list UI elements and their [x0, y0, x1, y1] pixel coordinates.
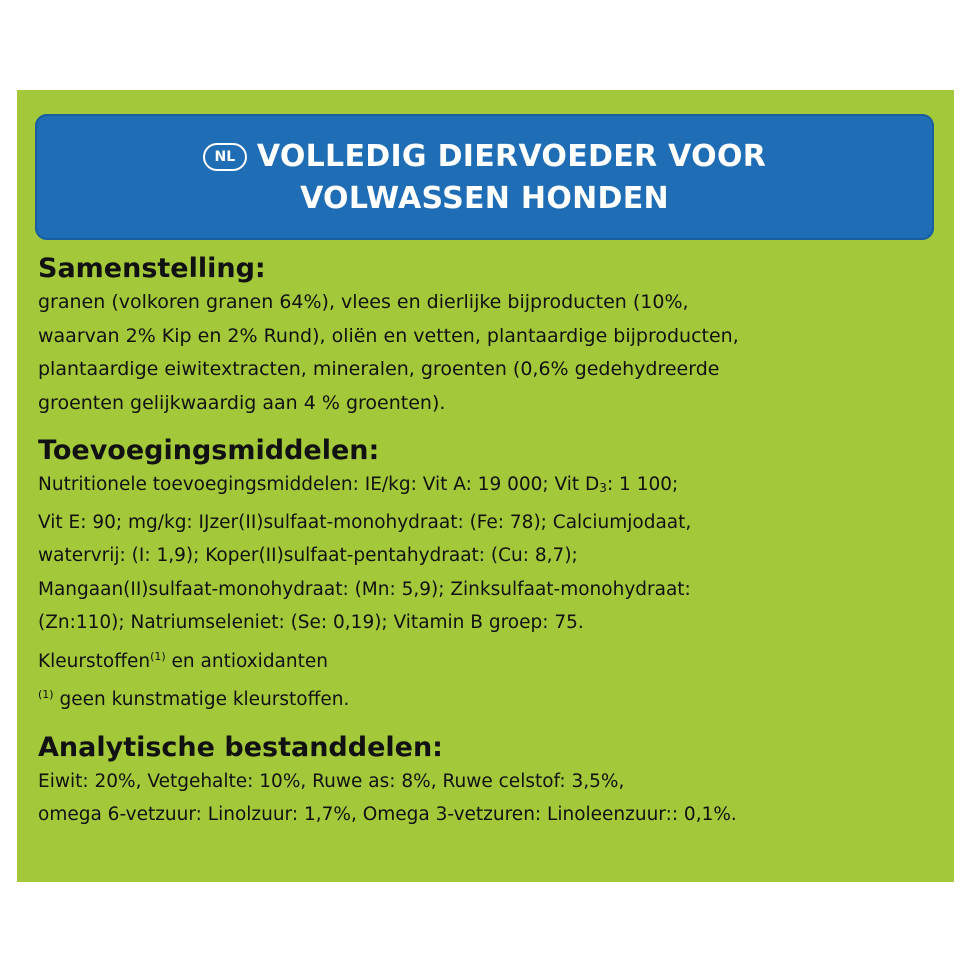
label-panel: [17, 90, 954, 882]
banner-title-line-2: VOLWASSEN HONDEN: [300, 181, 669, 216]
samenstelling-line: granen (volkoren granen 64%), vlees en dierlijke bijproducten (10%,: [38, 291, 689, 313]
banner-title-line-1: [35, 136, 934, 178]
samenstelling-line: plantaardige eiwitextracten, mineralen, groenten (0,6% gedehydreerde: [38, 358, 720, 380]
footnote-marker: (1): [150, 649, 166, 663]
kleurstoffen-line: [38, 640, 938, 679]
heading-samenstelling: Samenstelling:: [38, 253, 266, 284]
section-samenstelling: [38, 252, 938, 420]
toevoeg-line1-prefix: Nutritionele toevoegingsmiddelen: IE/kg: Vit A: 19 000; Vit D: [38, 474, 600, 495]
banner-title-text-1: VOLLEDIG DIERVOEDER VOOR: [256, 139, 767, 174]
kleurstoffen-suffix: en antioxidanten: [165, 650, 328, 672]
footnote-line: [38, 678, 938, 717]
samenstelling-line: groenten gelijkwaardig aan 4 % groenten).: [38, 391, 446, 414]
nl-language-badge: NL: [203, 143, 247, 171]
toevoegingsmiddelen-line: (Zn:110); Natriumseleniet: (Se: 0,19); Vitamin B groep: 75.: [38, 612, 584, 633]
toevoeg-line1-suffix: : 1 100;: [606, 474, 679, 495]
heading-analytische: Analytische bestanddelen:: [38, 731, 443, 763]
toevoegingsmiddelen-line: [38, 468, 938, 506]
section-analytische: [38, 731, 938, 832]
footnote-marker: (1): [38, 688, 54, 701]
toevoegingsmiddelen-line: Vit E: 90; mg/kg: IJzer(II)sulfaat-monohydraat: (Fe: 78); Calciumjodaat,: [38, 511, 692, 533]
kleurstoffen-text: Kleurstoffen: [38, 650, 151, 672]
label-content: [38, 252, 938, 832]
analytische-line: Eiwit: 20%, Vetgehalte: 10%, Ruwe as: 8%, Ruwe celstof: 3,5%,: [38, 770, 625, 792]
samenstelling-line: waarvan 2% Kip en 2% Rund), oliën en vetten, plantaardige bijproducten,: [38, 324, 739, 347]
vit-d-subscript: 3: [599, 481, 607, 495]
toevoegingsmiddelen-line: watervrij: (I: 1,9); Koper(II)sulfaat-pentahydraat: (Cu: 8,7);: [38, 545, 578, 566]
analytische-line: omega 6-vetzuur: Linolzuur: 1,7%, Omega 3-vetzuren: Linoleenzuur:: 0,1%.: [38, 804, 737, 825]
footnote-text: geen kunstmatige kleurstoffen.: [53, 689, 350, 710]
title-banner: [35, 114, 934, 240]
toevoegingsmiddelen-line: Mangaan(II)sulfaat-monohydraat: (Mn: 5,9); Zinksulfaat-monohydraat:: [38, 578, 691, 600]
section-toevoegingsmiddelen: [38, 434, 938, 717]
heading-toevoegingsmiddelen: Toevoegingsmiddelen:: [38, 435, 380, 466]
